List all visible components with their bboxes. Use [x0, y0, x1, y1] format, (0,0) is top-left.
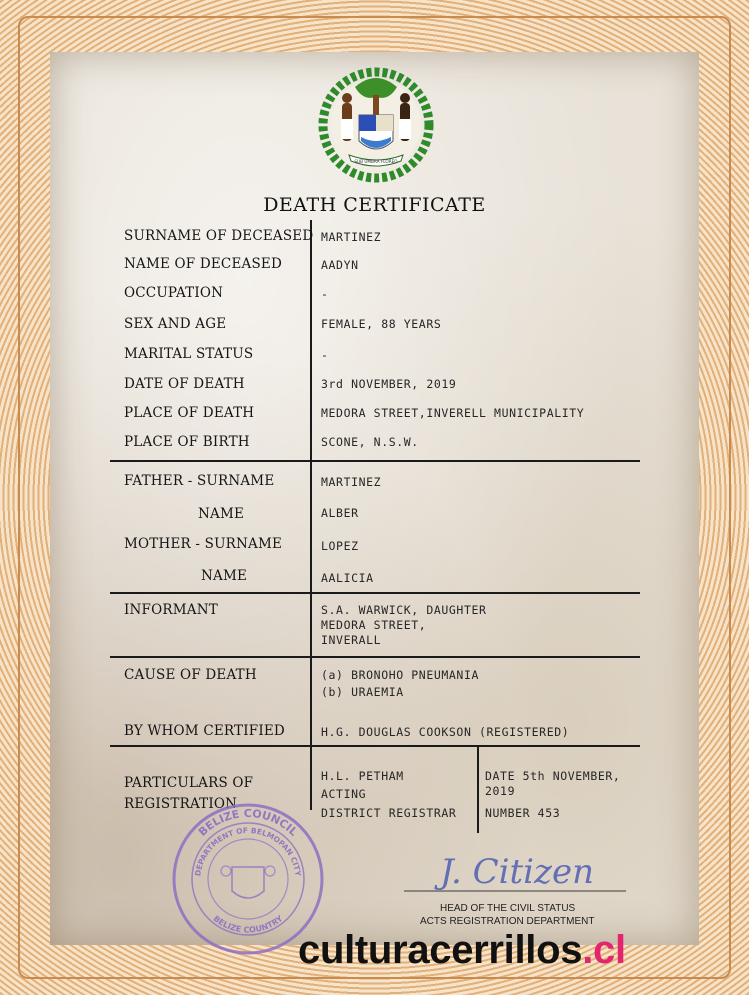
sex-age-value: FEMALE, 88 YEARS	[321, 317, 442, 331]
informant-line: S.A. WARWICK, DAUGHTER	[321, 603, 487, 617]
column-divider	[310, 220, 312, 810]
father-surname-value: MARTINEZ	[321, 475, 382, 489]
watermark	[298, 928, 626, 973]
registration-divider	[477, 745, 479, 833]
officer-title: ACTS REGISTRATION DEPARTMENT	[420, 916, 595, 927]
officer-title: HEAD OF THE CIVIL STATUS	[440, 903, 576, 914]
occupation-label: OCCUPATION	[124, 285, 224, 301]
registrar-line: ACTING	[321, 787, 367, 801]
marital-status-value: -	[321, 348, 329, 362]
place-of-death-value: MEDORA STREET,INVERELL MUNICIPALITY	[321, 406, 585, 420]
svg-text:DEPARTMENT OF BELMOPAN CITY: DEPARTMENT OF BELMOPAN CITY	[193, 825, 303, 877]
svg-text:J. Citizen: J. Citizen	[440, 852, 594, 892]
svg-text:BELIZE COUNTRY: BELIZE COUNTRY	[211, 913, 285, 935]
section-divider	[110, 460, 640, 462]
surname-label: SURNAME OF DECEASED	[124, 228, 314, 244]
registration-label: REGISTRATION	[124, 796, 238, 812]
sex-age-label: SEX AND AGE	[124, 316, 227, 332]
surname-value: MARTINEZ	[321, 230, 382, 244]
registration-number: NUMBER 453	[485, 806, 561, 820]
section-divider	[110, 745, 640, 747]
informant-line: INVERALL	[321, 633, 382, 647]
marital-status-label: MARITAL STATUS	[124, 346, 254, 362]
registration-label: PARTICULARS OF	[124, 775, 254, 791]
name-value: AADYN	[321, 258, 359, 272]
mother-name-label: NAME	[201, 568, 248, 584]
registrar-line: DISTRICT REGISTRAR	[321, 806, 457, 820]
signature-icon	[400, 845, 630, 905]
father-name-label: NAME	[198, 506, 245, 522]
certified-by-value: H.G. DOUGLAS COOKSON (REGISTERED)	[321, 725, 570, 739]
mother-surname-value: LOPEZ	[321, 539, 359, 553]
registration-date: 2019	[485, 784, 516, 798]
date-of-death-value: 3rd NOVEMBER, 2019	[321, 377, 457, 391]
registration-date: DATE 5th NOVEMBER,	[485, 769, 621, 783]
watermark-suffix: .cl	[582, 928, 626, 972]
section-divider	[110, 656, 640, 658]
cause-line: (a) BRONOHO PNEUMANIA	[321, 668, 479, 682]
father-name-value: ALBER	[321, 506, 359, 520]
svg-text:SUB UMBRA FLOREO: SUB UMBRA FLOREO	[354, 159, 398, 164]
place-of-birth-value: SCONE, N.S.W.	[321, 435, 419, 449]
informant-label: INFORMANT	[124, 602, 218, 618]
cause-line: (b) URAEMIA	[321, 685, 404, 699]
place-of-death-label: PLACE OF DEATH	[124, 405, 255, 421]
cause-of-death-label: CAUSE OF DEATH	[124, 667, 257, 683]
coat-of-arms-icon	[315, 67, 437, 187]
father-surname-label: FATHER - SURNAME	[124, 473, 275, 489]
mother-name-value: AALICIA	[321, 571, 374, 585]
section-divider	[110, 592, 640, 594]
occupation-value: -	[321, 287, 329, 301]
svg-text:BELIZE COUNCIL: BELIZE COUNCIL	[195, 806, 301, 839]
place-of-birth-label: PLACE OF BIRTH	[124, 434, 250, 450]
registrar-line: H.L. PETHAM	[321, 769, 404, 783]
watermark-main: culturacerrillos	[298, 928, 583, 972]
certified-by-label: BY WHOM CERTIFIED	[124, 723, 285, 739]
informant-line: MEDORA STREET,	[321, 618, 427, 632]
name-label: NAME OF DECEASED	[124, 256, 282, 272]
document-title: DEATH CERTIFICATE	[263, 194, 486, 216]
date-of-death-label: DATE OF DEATH	[124, 376, 245, 392]
mother-surname-label: MOTHER - SURNAME	[124, 536, 283, 552]
